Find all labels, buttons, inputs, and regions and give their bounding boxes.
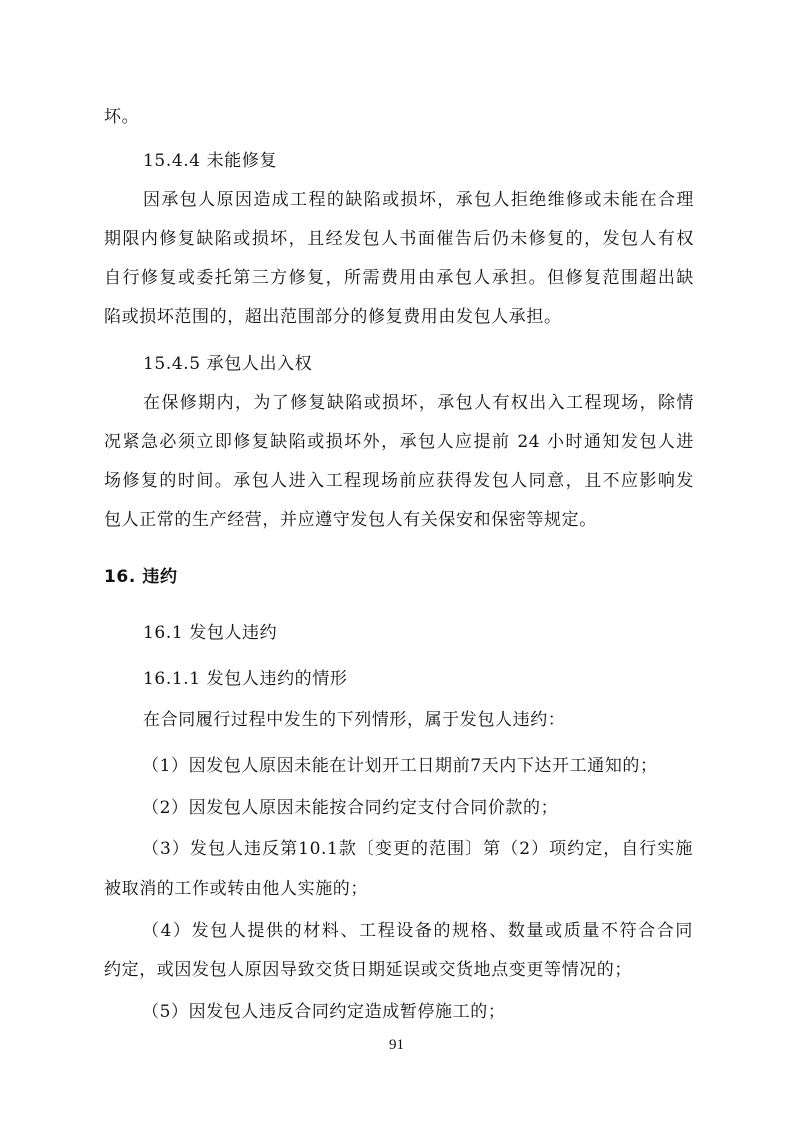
paragraph-line: 坏。 bbox=[104, 107, 140, 127]
paragraph-line: 包人正常的生产经营，并应遵守发包人有关保安和保密等规定。 bbox=[104, 510, 597, 530]
subsection-heading: 16.1.1 发包人违约的情形 bbox=[143, 669, 348, 689]
subsection-heading: 16.1 发包人违约 bbox=[143, 623, 278, 643]
paragraph-line: 因承包人原因造成工程的缺陷或损坏，承包人拒绝维修或未能在合理 bbox=[143, 190, 694, 210]
list-item: （2）因发包人原因未能按合同约定支付合同价款的； bbox=[142, 798, 559, 818]
paragraph-line: 场修复的时间。承包人进入工程现场前应获得发包人同意，且不应影响发 bbox=[104, 471, 694, 491]
paragraph-line: 在合同履行过程中发生的下列情形，属于发包人违约： bbox=[143, 710, 566, 730]
paragraph-line: 陷或损坏范围的，超出范围部分的修复费用由发包人承担。 bbox=[104, 307, 562, 327]
list-item: （5）因发包人违反合同约定造成暂停施工的； bbox=[142, 1002, 506, 1022]
paragraph-line: 期限内修复缺陷或损坏，且经发包人书面催告后仍未修复的，发包人有权 bbox=[104, 229, 694, 249]
subsection-heading: 15.4.5 承包人出入权 bbox=[143, 354, 313, 374]
page-number: 91 bbox=[389, 1037, 404, 1053]
section-heading: 16. 违约 bbox=[104, 567, 178, 587]
list-item-continuation: 约定，或因发包人原因导致交货日期延误或交货地点变更等情况的； bbox=[104, 960, 632, 980]
list-item: （1）因发包人原因未能在计划开工日期前7天内下达开工通知的； bbox=[142, 756, 658, 776]
paragraph-line: 况紧急必须立即修复缺陷或损坏外，承包人应提前 24 小时通知发包人进 bbox=[104, 432, 694, 452]
subsection-heading: 15.4.4 未能修复 bbox=[143, 151, 278, 171]
list-item: （4）发包人提供的材料、工程设备的规格、数量或质量不符合合同 bbox=[142, 921, 693, 941]
paragraph-line: 在保修期内，为了修复缺陷或损坏，承包人有权出入工程现场，除情 bbox=[143, 393, 694, 413]
list-item-continuation: 被取消的工作或转由他人实施的； bbox=[104, 879, 368, 899]
list-item: （3）发包人违反第10.1款〔变更的范围〕第（2）项约定，自行实施 bbox=[142, 839, 693, 859]
paragraph-line: 自行修复或委托第三方修复，所需费用由承包人承担。但修复范围超出缺 bbox=[104, 268, 694, 288]
